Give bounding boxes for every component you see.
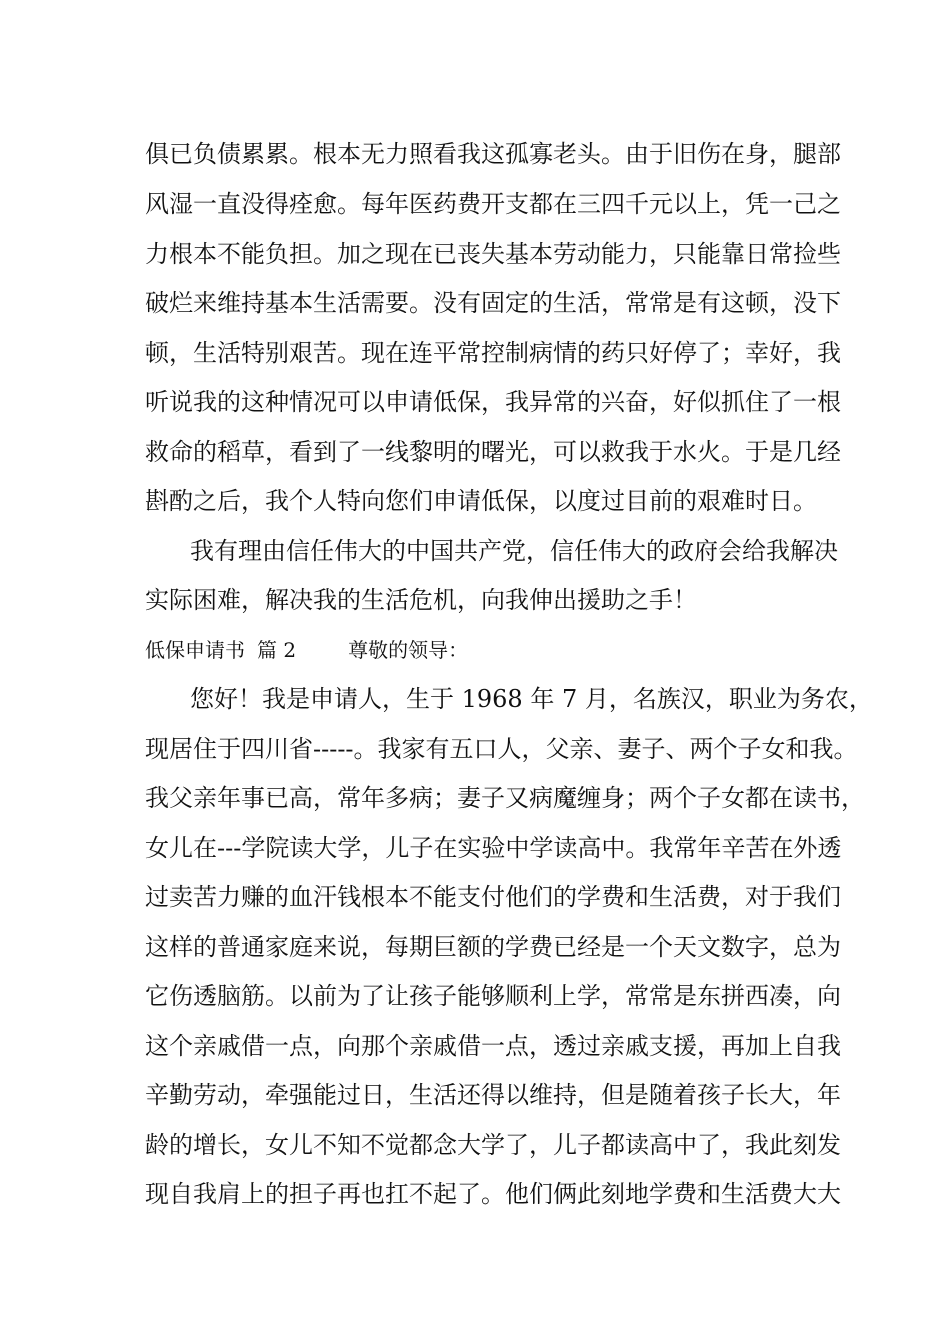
paragraph-1-line-6: 听说我的这种情况可以申请低保，我异常的兴奋，好似抓住了一根 [145,388,841,416]
section-heading [145,636,468,664]
paragraph-1-line-3: 力根本不能负担。加之现在已丧失基本劳动能力，只能靠日常捡些 [145,240,841,268]
paragraph-3-line-9: 辛勤劳动，牵强能过日，生活还得以维持，但是随着孩子长大，年 [145,1081,841,1109]
paragraph-2-line-2: 实际困难，解决我的生活危机，向我伸出援助之手！ [145,586,697,614]
paragraph-3-line-8: 这个亲戚借一点，向那个亲戚借一点，透过亲戚支援，再加上自我 [145,1032,841,1060]
paragraph-3-line-4: 女儿在---学院读大学，儿子在实验中学读高中。我常年辛苦在外透 [145,834,842,862]
paragraph-3-line-1: 您好！我是申请人，生于 1968 年 7 月，名族汉，职业为务农， [190,685,873,713]
document-title: 低保申请书 [145,638,245,662]
paragraph-3-line-10: 龄的增长，女儿不知不觉都念大学了，儿子都读高中了，我此刻发 [145,1131,841,1159]
paragraph-2-line-1: 我有理由信任伟大的中国共产党，信任伟大的政府会给我解决 [190,537,838,565]
paragraph-1-line-2: 风湿一直没得痊愈。每年医药费开支都在三四千元以上，凭一己之 [145,190,841,218]
paragraph-1-line-5: 顿，生活特别艰苦。现在连平常控制病情的药只好停了；幸好，我 [145,339,841,367]
paragraph-3-line-3: 我父亲年事已高，常年多病；妻子又病魔缠身；两个子女都在读书， [145,784,865,812]
paragraph-1-line-8: 斟酌之后，我个人特向您们申请低保，以度过目前的艰难时日。 [145,487,817,515]
section-number: 篇 2 [257,638,297,662]
paragraph-1-line-4: 破烂来维持基本生活需要。没有固定的生活，常常是有这顿，没下 [145,289,841,317]
salutation: 尊敬的领导： [348,638,469,662]
paragraph-3-line-5: 过卖苦力赚的血汗钱根本不能支付他们的学费和生活费，对于我们 [145,883,841,911]
paragraph-3-line-7: 它伤透脑筋。以前为了让孩子能够顺利上学，常常是东拼西凑，向 [145,982,841,1010]
paragraph-3-line-6: 这样的普通家庭来说，每期巨额的学费已经是一个天文数字，总为 [145,933,841,961]
paragraph-1-line-1: 俱已负债累累。根本无力照看我这孤寡老头。由于旧伤在身，腿部 [145,140,841,168]
paragraph-3-line-2: 现居住于四川省-----。我家有五口人，父亲、妻子、两个子女和我。 [145,735,858,763]
paragraph-3-line-11: 现自我肩上的担子再也扛不起了。他们俩此刻地学费和生活费大大 [145,1180,841,1208]
paragraph-1-line-7: 救命的稻草，看到了一线黎明的曙光，可以救我于水火。于是几经 [145,438,841,466]
